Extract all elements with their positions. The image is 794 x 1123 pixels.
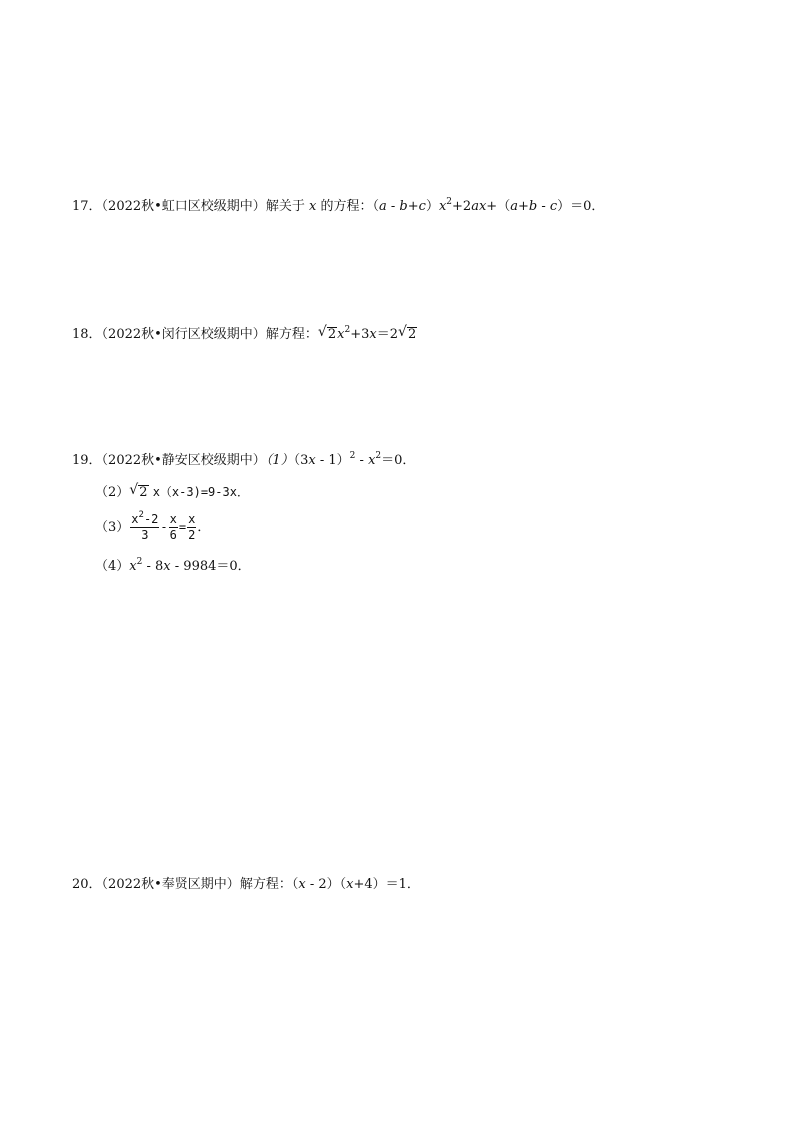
question-prompt: 解方程： — [265, 327, 318, 342]
sqrt-symbol: √ 2 — [397, 324, 417, 342]
question-number: 18． — [72, 327, 102, 342]
question-20 — [72, 876, 420, 894]
question-number: 17． — [72, 199, 102, 214]
question-17 — [72, 198, 604, 216]
fraction: $\frac{x}{6}$ — [169, 512, 177, 542]
question-18 — [72, 326, 417, 344]
fraction: $\frac{x^2-2}{3}$ — [131, 510, 159, 542]
fraction: $\frac{x}{2}$ — [188, 512, 196, 542]
question-19 — [72, 452, 415, 470]
variable: x — [308, 199, 317, 214]
question-19-part-2: （2） √ 2 x（x-3)=9-3x． — [95, 482, 249, 500]
question-number: 19． — [72, 453, 102, 468]
sqrt-symbol: √ 2 — [129, 482, 148, 500]
question-19-part-3: （3） $\frac{x^2-2}{3}$ - $\frac{x}{6}$ = $\frac{x}{2}$ ． — [95, 510, 211, 542]
question-number: 20． — [72, 877, 102, 892]
question-source: （2022秋•静安区校级期中） — [101, 453, 266, 468]
question-prompt-tail: 的方程： — [320, 199, 373, 214]
equation: $(a - b+c)x^2+2ax+(a+b - c)=0$． — [372, 197, 605, 214]
question-prompt: 解方程： — [239, 877, 292, 892]
equation: （x - 2）（x+4）＝1． — [291, 877, 420, 892]
part-1: $(1)(3x - 1)^2 - x^2=0$． — [265, 451, 416, 468]
question-source: （2022秋•虹口区校级期中） — [101, 199, 266, 214]
question-19-part-4: $(4)x^2 - 8x - 9984=0$． — [95, 557, 251, 574]
question-source: （2022秋•奉贤区期中） — [101, 877, 240, 892]
question-source: （2022秋•闵行区校级期中） — [101, 327, 266, 342]
sqrt-symbol: √ 2 — [317, 324, 337, 342]
equation: √ $2x^2+3x=2$ √ 2 — [317, 324, 417, 342]
question-prompt: 解关于 — [265, 199, 305, 214]
